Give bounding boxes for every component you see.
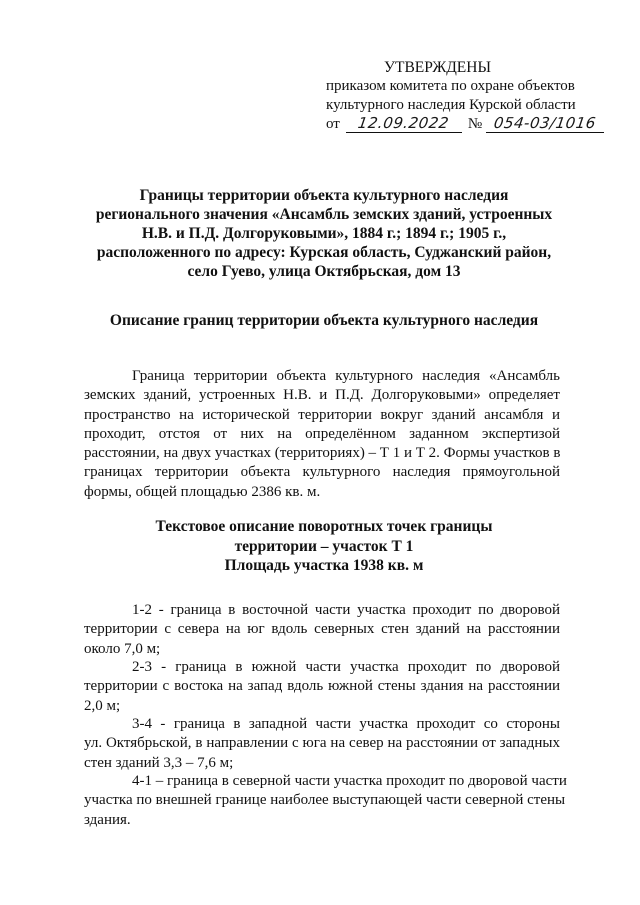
intro-line: земских зданий, устроенных Н.В. и П.Д. Долгоруковыми» определяет bbox=[84, 387, 560, 404]
point-line: территории с востока на запад вдоль южной стены здания на расстоянии bbox=[84, 678, 560, 695]
title-line-2: регионального значения «Ансамбль земских зданий, устроенных bbox=[95, 206, 553, 223]
point-line: 2,0 м; bbox=[84, 697, 121, 714]
approval-heading: УТВЕРЖДЕНЫ bbox=[384, 59, 491, 76]
intro-line: расстоянии, на двух участках (территориях) – Т 1 и Т 2. Формы участков в bbox=[84, 445, 561, 462]
boundary-point-3-4 bbox=[84, 715, 560, 773]
point-line: здания. bbox=[84, 811, 131, 828]
approval-date-number bbox=[326, 115, 626, 134]
title-line-5: село Гуево, улица Октябрьская, дом 13 bbox=[187, 263, 461, 280]
number-field bbox=[486, 115, 604, 133]
handwritten-date: 12.09.2022 bbox=[357, 114, 451, 132]
title-line-1: Границы территории объекта культурного наследия bbox=[139, 187, 509, 204]
intro-line: проходит, отстоя от них на определённом заданном экспертизой bbox=[84, 425, 560, 442]
title-line-4: расположенного по адресу: Курская область, Суджанский район, bbox=[96, 244, 552, 261]
point-line: 4-1 – граница в северной части участка проходит по дворовой части bbox=[132, 773, 567, 789]
boundary-point-4-1 bbox=[84, 772, 567, 830]
date-prefix: от bbox=[326, 116, 340, 132]
t1-title-line-2: территории – участок Т 1 bbox=[234, 537, 414, 555]
boundary-point-2-3 bbox=[84, 658, 560, 716]
document-title bbox=[84, 186, 564, 281]
t1-title-line-1: Текстовое описание поворотных точек границы bbox=[155, 518, 493, 535]
intro-line: Граница территории объекта культурного наследия «Ансамбль bbox=[132, 368, 560, 384]
point-line: ул. Октябрьской, в направлении с юга на север на расстоянии от западных bbox=[84, 735, 560, 752]
intro-line: формы, общей площадью 2386 кв. м. bbox=[84, 483, 321, 500]
approval-stamp bbox=[326, 58, 626, 134]
point-line: участка по внешней границе наиболее выступающей части северной стены bbox=[84, 792, 566, 809]
section-title: Описание границ территории объекта культурного наследия bbox=[109, 312, 539, 329]
date-field bbox=[346, 115, 462, 133]
boundary-point-1-2 bbox=[84, 601, 560, 659]
number-prefix: № bbox=[467, 116, 483, 132]
approval-line-2: культурного наследия Курской области bbox=[326, 97, 576, 113]
intro-paragraph bbox=[84, 367, 560, 502]
point-line: стен зданий 3,3 – 7,6 м; bbox=[84, 754, 234, 771]
intro-line: пространство на исторической территории вокруг зданий ансамбля и bbox=[84, 406, 560, 423]
handwritten-number: 054-03/1016 bbox=[492, 114, 598, 132]
t1-area: Площадь участка 1938 кв. м bbox=[224, 557, 424, 574]
point-line: около 7,0 м; bbox=[84, 640, 161, 657]
point-line: 1-2 - граница в восточной части участка проходит по дворовой bbox=[132, 602, 560, 618]
approval-line-1: приказом комитета по охране объектов bbox=[326, 78, 575, 94]
title-line-3: Н.В. и П.Д. Долгоруковыми», 1884 г.; 1894 г.; 1905 г., bbox=[141, 225, 507, 242]
intro-line: границах территории объекта культурного наследия прямоугольной bbox=[84, 464, 560, 481]
point-line: территории с севера на юг вдоль северных стен зданий на расстоянии bbox=[84, 621, 560, 638]
point-line: 2-3 - граница в южной части участка проходит по дворовой bbox=[132, 659, 560, 675]
point-line: 3-4 - граница в западной части участка проходит со стороны bbox=[132, 716, 560, 732]
plot-t1-heading bbox=[84, 517, 564, 576]
